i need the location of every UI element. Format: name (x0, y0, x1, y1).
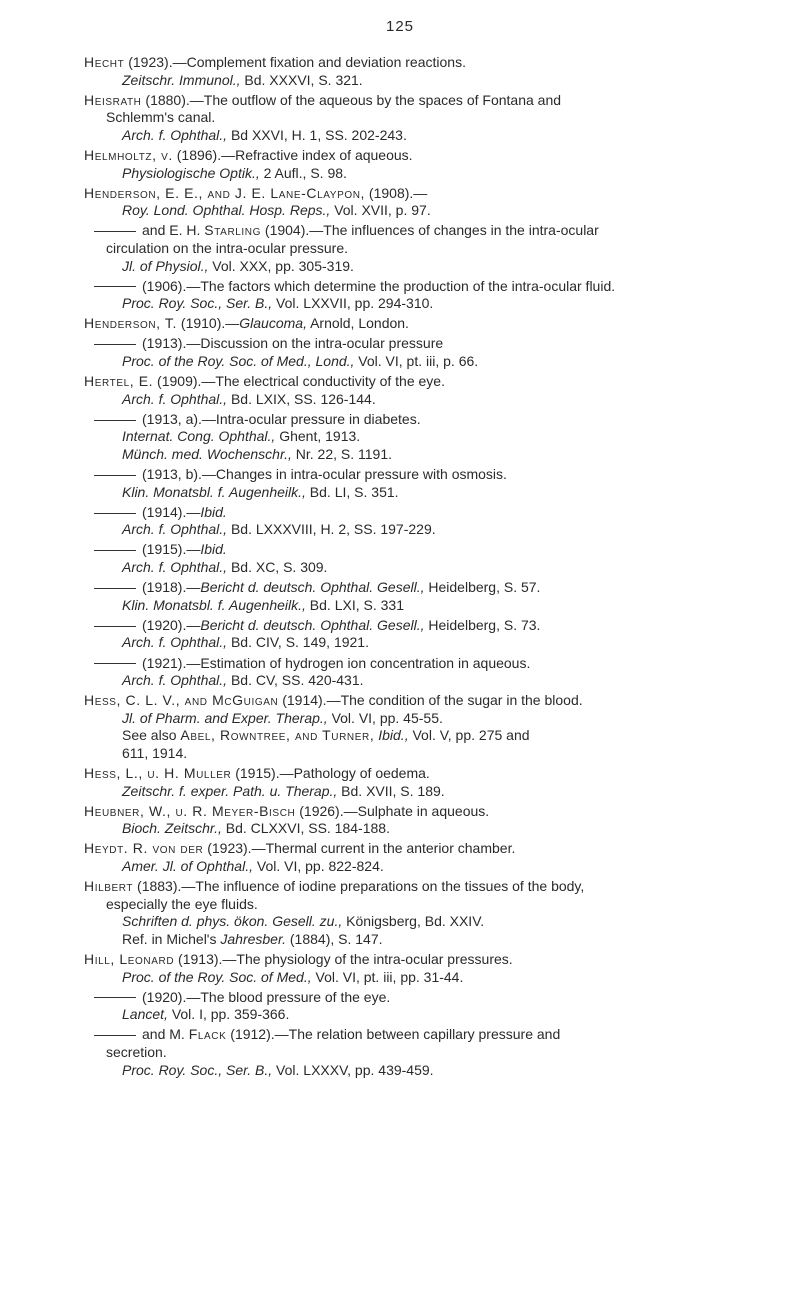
journal-name: Roy. Lond. Ophthal. Hosp. Reps., (122, 202, 331, 219)
reference-entry (84, 803, 784, 838)
journal-volume: Nr. 22, S. 1191. (291, 445, 393, 462)
author-name: Heisrath (84, 91, 142, 108)
ditto-dash (94, 588, 136, 589)
journal-name: Lancet, (122, 1006, 168, 1023)
reference-title-italic: Ibid. (200, 541, 227, 558)
journal-name: Arch. f. Ophthal., (122, 126, 228, 143)
author-name: Hill, Leonard (84, 951, 175, 967)
journal-volume: Bd. XVII, S. 189. (337, 782, 445, 799)
journal-name: Jl. of Pharm. and Exper. Therap., (122, 709, 328, 726)
reference-title-italic: Glaucoma, (239, 315, 307, 332)
journal-name: Jahresber. (220, 930, 286, 947)
journal-volume: Vol. VI, pp. 822-824. (252, 858, 384, 875)
reference-title: (1912).—The relation between capillary pressure and (226, 1026, 561, 1043)
reference-entry (84, 466, 784, 501)
journal-volume: Königsberg, Bd. XXIV. (342, 913, 485, 930)
journal-name: Zeitschr. Immunol., (122, 71, 241, 88)
reference-title: (1883).—The influence of iodine preparations on the tissues of the body, (133, 878, 585, 895)
journal-volume: Vol. V, pp. 275 and (408, 727, 530, 744)
journal-volume: Vol. XXX, pp. 305-319. (208, 257, 354, 274)
journal-name: Arch. f. Ophthal., (122, 521, 228, 538)
reference-title: (1914).— (142, 503, 201, 520)
reference-title: (1915).— (142, 541, 201, 558)
ditto-dash (94, 420, 136, 421)
journal-name: Jl. of Physiol., (122, 257, 209, 274)
author-name: Hess, L., u. H. Muller (84, 765, 232, 782)
author-name: Henderson, T. (84, 315, 178, 332)
reference-title-italic: Bericht d. deutsch. Ophthal. Gesell., (200, 579, 425, 596)
reference-entry (84, 989, 784, 1024)
journal-volume: Bd. CLXXVI, SS. 184-188. (221, 820, 390, 837)
ditto-dash (94, 231, 136, 232)
ditto-dash (94, 513, 136, 514)
reference-entry (84, 541, 784, 576)
see-also-authors: Abel, Rowntree, and Turner, (180, 727, 375, 744)
author-name: Starling (204, 222, 262, 239)
reference-title-cont: circulation on the intra-ocular pressure. (106, 239, 349, 256)
reference-title: (1921).—Estimation of hydrogen ion concentration in aqueous. (142, 654, 531, 671)
journal-volume: Vol. XVII, p. 97. (330, 202, 431, 219)
author-name: Hilbert (84, 878, 134, 895)
reference-title: (1904).—The influences of changes in the intra-ocular (261, 222, 599, 239)
author-name: Hess, C. L. V., and McGuigan (84, 692, 279, 709)
journal-name: Physiologische Optik., (122, 164, 260, 181)
journal-volume-cont: 611, 1914. (122, 744, 188, 761)
journal-volume: Bd. LXI, S. 331 (305, 596, 404, 613)
journal-name: Arch. f. Ophthal., (122, 559, 228, 576)
reference-entry (84, 617, 784, 652)
journal-volume: Bd. CIV, S. 149, 1921. (227, 634, 369, 651)
ditto-dash (94, 344, 136, 345)
reference-title: (1920).—The blood pressure of the eye. (142, 988, 391, 1005)
journal-volume: Bd. LXXXVIII, H. 2, SS. 197-229. (227, 521, 436, 538)
reference-entry (84, 373, 784, 408)
reference-title-after: Arnold, London. (306, 315, 409, 332)
see-also-prefix: Ref. in Michel's (122, 930, 221, 947)
reference-entry (84, 54, 784, 89)
author-name: Henderson, E. E., and J. E. Lane-Claypon, (84, 184, 366, 201)
reference-title: (1926).—Sulphate in aqueous. (295, 802, 490, 819)
ditto-dash (94, 1035, 136, 1036)
journal-name: Klin. Monatsbl. f. Augenheilk., (122, 596, 306, 613)
reference-entry (84, 655, 784, 690)
journal-volume: Vol. LXXXV, pp. 439-459. (272, 1061, 434, 1078)
reference-entry (84, 1026, 784, 1079)
reference-title: (1920).— (142, 616, 201, 633)
reference-entry (84, 335, 784, 370)
journal-name: Proc. of the Roy. Soc. of Med., (122, 968, 312, 985)
ditto-dash (94, 475, 136, 476)
reference-title: (1896).—Refractive index of aqueous. (172, 146, 413, 163)
author-name: Heydt. R. von der (84, 840, 204, 857)
journal-name: Proc. Roy. Soc., Ser. B., (122, 295, 273, 312)
reference-title-cont: Schlemm's canal. (106, 109, 216, 126)
journal-volume: Bd. XC, S. 309. (227, 559, 328, 576)
reference-title: (1913).—The physiology of the intra-ocular pressures. (174, 951, 513, 967)
author-name: Hecht (84, 54, 125, 70)
reference-entry (84, 840, 784, 875)
reference-entry (84, 878, 784, 948)
reference-title: (1913, b).—Changes in intra-ocular pressure with osmosis. (142, 466, 507, 483)
reference-list (84, 54, 784, 1082)
journal-volume: Vol. LXXVII, pp. 294-310. (272, 295, 434, 312)
see-also-prefix: See also (122, 727, 181, 744)
journal-volume: (1884), S. 147. (286, 930, 383, 947)
journal-volume: Vol. VI, pp. 45-55. (327, 709, 443, 726)
ditto-dash (94, 997, 136, 998)
reference-entry (84, 692, 784, 762)
reference-title: (1914).—The condition of the sugar in the blood. (278, 692, 583, 709)
journal-name: Schriften d. phys. ökon. Gesell. zu., (122, 913, 343, 930)
reference-entry (84, 315, 784, 333)
ditto-dash (94, 286, 136, 287)
ditto-dash (94, 626, 136, 627)
reference-title: (1906).—The factors which determine the production of the intra-ocular fluid. (142, 277, 616, 294)
reference-entry (84, 92, 784, 145)
reference-title: (1913).—Discussion on the intra-ocular pressure (142, 335, 444, 352)
journal-volume: Vol. VI, pt. iii, pp. 31-44. (311, 968, 464, 985)
reference-entry (84, 222, 784, 275)
journal-name: Ibid., (374, 727, 409, 744)
author-name: Helmholtz, v. (84, 146, 173, 163)
journal-name: Amer. Jl. of Ophthal., (122, 858, 253, 875)
reference-title: (1908).— (365, 184, 428, 201)
reference-title: (1915).—Pathology of oedema. (231, 765, 430, 782)
reference-title: (1923).—Complement fixation and deviation reactions. (124, 54, 466, 70)
author-name: Hertel, E. (84, 373, 154, 390)
reference-title-italic: Ibid. (200, 503, 227, 520)
coauthor-prefix: and E. H. (142, 222, 205, 239)
ditto-dash (94, 550, 136, 551)
reference-title: (1880).—The outflow of the aqueous by the spaces of Fontana and (141, 91, 562, 108)
reference-title-italic: Bericht d. deutsch. Ophthal. Gesell., (200, 616, 425, 633)
reference-entry (84, 504, 784, 539)
journal-name: Internat. Cong. Ophthal., (122, 428, 276, 445)
page-number: 125 (385, 18, 415, 35)
ditto-dash (94, 663, 136, 664)
reference-title-after: Heidelberg, S. 57. (424, 579, 541, 596)
journal-volume: Vol. VI, pt. iii, p. 66. (354, 353, 479, 369)
journal-name: Proc. of the Roy. Soc. of Med., Lond., (122, 353, 355, 369)
reference-title: (1910).— (177, 315, 240, 332)
reference-title: (1909).—The electrical conductivity of the eye. (153, 373, 445, 390)
reference-entry (84, 147, 784, 182)
author-name: Flack (188, 1026, 227, 1043)
reference-title-cont: secretion. (106, 1043, 167, 1060)
journal-name: Zeitschr. f. exper. Path. u. Therap., (122, 782, 338, 799)
reference-entry (84, 185, 784, 220)
journal-volume: Ghent, 1913. (275, 428, 361, 445)
journal-name: Bioch. Zeitschr., (122, 820, 222, 837)
reference-entry (84, 579, 784, 614)
journal-volume: Bd. LI, S. 351. (305, 483, 399, 500)
journal-volume: Bd. LXIX, SS. 126-144. (227, 390, 376, 407)
reference-title: (1913, a).—Intra-ocular pressure in diabetes. (142, 410, 421, 427)
reference-title: (1918).— (142, 579, 201, 596)
reference-entry (84, 278, 784, 313)
journal-name: Arch. f. Ophthal., (122, 672, 228, 689)
reference-entry (84, 765, 784, 800)
journal-volume: Bd. XXXVI, S. 321. (240, 71, 363, 88)
journal-name: Münch. med. Wochenschr., (122, 445, 292, 462)
reference-title-after: Heidelberg, S. 73. (424, 616, 541, 633)
reference-entry (84, 411, 784, 464)
journal-volume: Bd XXVI, H. 1, SS. 202-243. (227, 126, 407, 143)
journal-name: Arch. f. Ophthal., (122, 390, 228, 407)
journal-name: Arch. f. Ophthal., (122, 634, 228, 651)
reference-title-cont: especially the eye fluids. (106, 895, 258, 912)
journal-volume: Vol. I, pp. 359-366. (167, 1006, 290, 1023)
journal-volume: 2 Aufl., S. 98. (259, 164, 347, 181)
journal-name: Klin. Monatsbl. f. Augenheilk., (122, 483, 306, 500)
reference-entry (84, 951, 784, 986)
journal-volume: Bd. CV, SS. 420-431. (227, 672, 364, 689)
coauthor-prefix: and M. (142, 1026, 189, 1043)
journal-name: Proc. Roy. Soc., Ser. B., (122, 1061, 273, 1078)
reference-title: (1923).—Thermal current in the anterior chamber. (203, 840, 516, 857)
author-name: Heubner, W., u. R. Meyer-Bisch (84, 802, 296, 819)
